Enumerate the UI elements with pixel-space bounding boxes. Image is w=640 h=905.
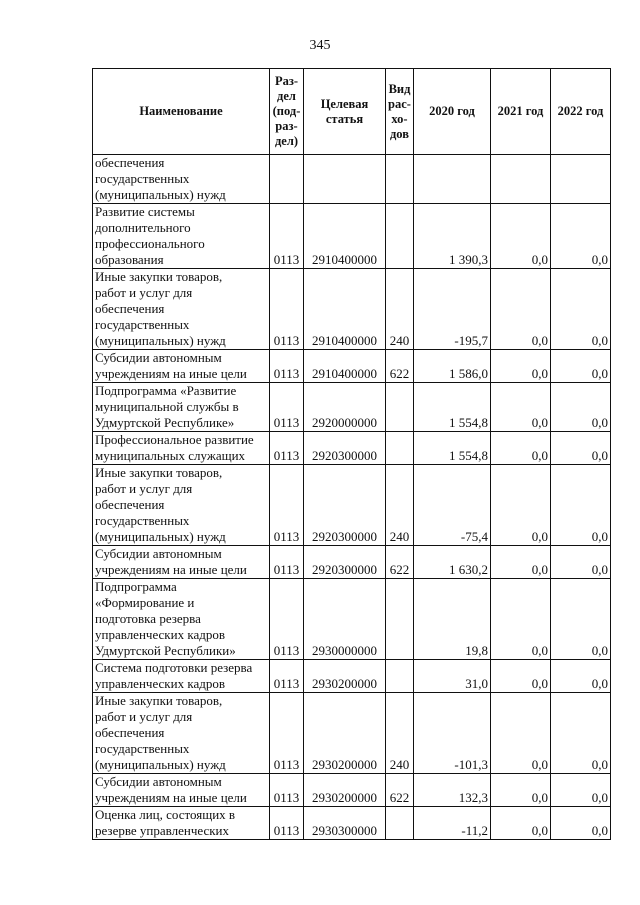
cell-2020: -75,4 [414,465,491,546]
cell-name-line: Развитие системы [95,204,195,219]
cell-2022: 0,0 [551,660,611,693]
cell-2021: 0,0 [491,579,551,660]
cell-name-line: управленческих кадров [95,676,225,691]
cell-name-line: государственных [95,317,190,332]
cell-name-line: обеспечения [95,155,165,170]
table-row [93,204,611,269]
cell-razdel: 0113 [270,269,304,350]
cell-name-line: Иные закупки товаров, [95,269,223,284]
cell-name-line: (муниципальных) нужд [95,757,226,772]
cell-razdel: 0113 [270,350,304,383]
header-target-article: Целевая статья [304,69,386,155]
cell-2021: 0,0 [491,660,551,693]
cell-2020: 31,0 [414,660,491,693]
cell-name-line: Профессиональное развитие [95,432,254,447]
cell-name-line: учреждениям на иные цели [95,562,247,577]
cell-name [93,383,270,432]
cell-2022: 0,0 [551,807,611,840]
cell-name-line: Субсидии автономным [95,774,222,789]
cell-razdel: 0113 [270,774,304,807]
cell-2021: 0,0 [491,774,551,807]
cell-name-line: государственных [95,513,190,528]
table-row [93,155,611,204]
header-name: Наименование [93,69,270,155]
cell-2021: 0,0 [491,465,551,546]
cell-2020: 1 586,0 [414,350,491,383]
cell-name-line: обеспечения [95,497,165,512]
budget-table [92,68,611,840]
cell-name-line: обеспечения [95,725,165,740]
cell-2021: 0,0 [491,693,551,774]
table-row [93,546,611,579]
cell-expense-type [386,383,414,432]
cell-razdel: 0113 [270,579,304,660]
table-row [93,465,611,546]
cell-2022: 0,0 [551,383,611,432]
cell-name-line: (муниципальных) нужд [95,333,226,348]
cell-target-article [304,155,386,204]
cell-razdel: 0113 [270,807,304,840]
table-row [93,269,611,350]
cell-name-line: Иные закупки товаров, [95,693,223,708]
cell-2021: 0,0 [491,432,551,465]
cell-name [93,660,270,693]
header-razdel: Раз- дел (под- раз- дел) [270,69,304,155]
cell-2021: 0,0 [491,546,551,579]
cell-name-line: учреждениям на иные цели [95,366,247,381]
header-2021: 2021 год [491,69,551,155]
cell-name-line: обеспечения [95,301,165,316]
cell-2022: 0,0 [551,432,611,465]
cell-name-line: муниципальной службы в [95,399,239,414]
cell-target-article: 2930200000 [304,693,386,774]
cell-expense-type [386,579,414,660]
cell-2020: 1 390,3 [414,204,491,269]
cell-2022: 0,0 [551,774,611,807]
table-row [93,774,611,807]
cell-target-article: 2920300000 [304,546,386,579]
cell-name-line: государственных [95,171,190,186]
cell-expense-type [386,807,414,840]
table-row [93,579,611,660]
cell-expense-type: 622 [386,774,414,807]
cell-2020 [414,155,491,204]
cell-expense-type: 240 [386,465,414,546]
cell-2020: 132,3 [414,774,491,807]
cell-expense-type [386,660,414,693]
cell-target-article: 2930300000 [304,807,386,840]
cell-2021: 0,0 [491,807,551,840]
cell-expense-type: 622 [386,546,414,579]
cell-2020: 1 630,2 [414,546,491,579]
cell-name [93,807,270,840]
cell-name [93,432,270,465]
cell-2021: 0,0 [491,204,551,269]
cell-expense-type [386,204,414,269]
cell-2021: 0,0 [491,269,551,350]
cell-2022: 0,0 [551,204,611,269]
cell-2020: 1 554,8 [414,432,491,465]
cell-expense-type: 622 [386,350,414,383]
cell-razdel: 0113 [270,465,304,546]
cell-name-line: образования [95,252,164,267]
cell-name-line: резерве управленческих [95,823,229,838]
table-row [93,432,611,465]
cell-2021 [491,155,551,204]
cell-expense-type: 240 [386,693,414,774]
cell-target-article: 2910400000 [304,350,386,383]
cell-name [93,774,270,807]
cell-target-article: 2930200000 [304,660,386,693]
cell-razdel [270,155,304,204]
cell-target-article: 2910400000 [304,269,386,350]
cell-target-article: 2920000000 [304,383,386,432]
cell-2022 [551,155,611,204]
page-number: 345 [309,38,331,53]
cell-name-line: Оценка лиц, состоящих в [95,807,236,822]
table-row [93,807,611,840]
cell-expense-type [386,155,414,204]
cell-name-line: (муниципальных) нужд [95,187,226,202]
table-row [93,693,611,774]
cell-name-line: «Формирование и [95,595,195,610]
cell-target-article: 2920300000 [304,432,386,465]
cell-2020: 19,8 [414,579,491,660]
cell-2022: 0,0 [551,579,611,660]
cell-name [93,269,270,350]
cell-name [93,155,270,204]
cell-target-article: 2930200000 [304,774,386,807]
cell-razdel: 0113 [270,660,304,693]
cell-name-line: Иные закупки товаров, [95,465,223,480]
cell-name [93,204,270,269]
cell-name-line: управленческих кадров [95,627,225,642]
cell-2022: 0,0 [551,693,611,774]
table-header-row [93,69,611,155]
cell-name-line: профессионального [95,236,205,251]
cell-name-line: муниципальных служащих [95,448,246,463]
cell-razdel: 0113 [270,204,304,269]
cell-2022: 0,0 [551,269,611,350]
cell-name-line: Субсидии автономным [95,546,222,561]
cell-2020: -101,3 [414,693,491,774]
table-row [93,350,611,383]
cell-2022: 0,0 [551,546,611,579]
cell-2022: 0,0 [551,465,611,546]
cell-2020: -11,2 [414,807,491,840]
header-2022: 2022 год [551,69,611,155]
table-body [93,155,611,840]
cell-name [93,579,270,660]
cell-name-line: Подпрограмма «Развитие [95,383,237,398]
cell-razdel: 0113 [270,546,304,579]
cell-2021: 0,0 [491,350,551,383]
header-expense-type: Вид рас- хо- дов [386,69,414,155]
cell-razdel: 0113 [270,383,304,432]
cell-2020: 1 554,8 [414,383,491,432]
table-row [93,660,611,693]
cell-expense-type [386,432,414,465]
cell-target-article: 2910400000 [304,204,386,269]
cell-expense-type: 240 [386,269,414,350]
cell-razdel: 0113 [270,693,304,774]
cell-target-article: 2930000000 [304,579,386,660]
cell-name-line: Подпрограмма [95,579,177,594]
cell-2022: 0,0 [551,350,611,383]
cell-name-line: дополнительного [95,220,191,235]
table-row [93,383,611,432]
cell-name-line: учреждениям на иные цели [95,790,247,805]
cell-name-line: государственных [95,741,190,756]
cell-target-article: 2920300000 [304,465,386,546]
cell-name [93,546,270,579]
cell-name [93,693,270,774]
cell-name-line: (муниципальных) нужд [95,529,226,544]
cell-2020: -195,7 [414,269,491,350]
cell-name-line: Субсидии автономным [95,350,222,365]
cell-name-line: Удмуртской Республике» [95,415,235,430]
cell-name-line: работ и услуг для [95,481,193,496]
cell-name-line: Система подготовки резерва [95,660,253,675]
cell-name-line: подготовка резерва [95,611,201,626]
cell-name [93,350,270,383]
cell-razdel: 0113 [270,432,304,465]
cell-name-line: работ и услуг для [95,709,193,724]
cell-name [93,465,270,546]
header-2020: 2020 год [414,69,491,155]
cell-name-line: Удмуртской Республики» [95,643,236,658]
cell-name-line: работ и услуг для [95,285,193,300]
cell-2021: 0,0 [491,383,551,432]
